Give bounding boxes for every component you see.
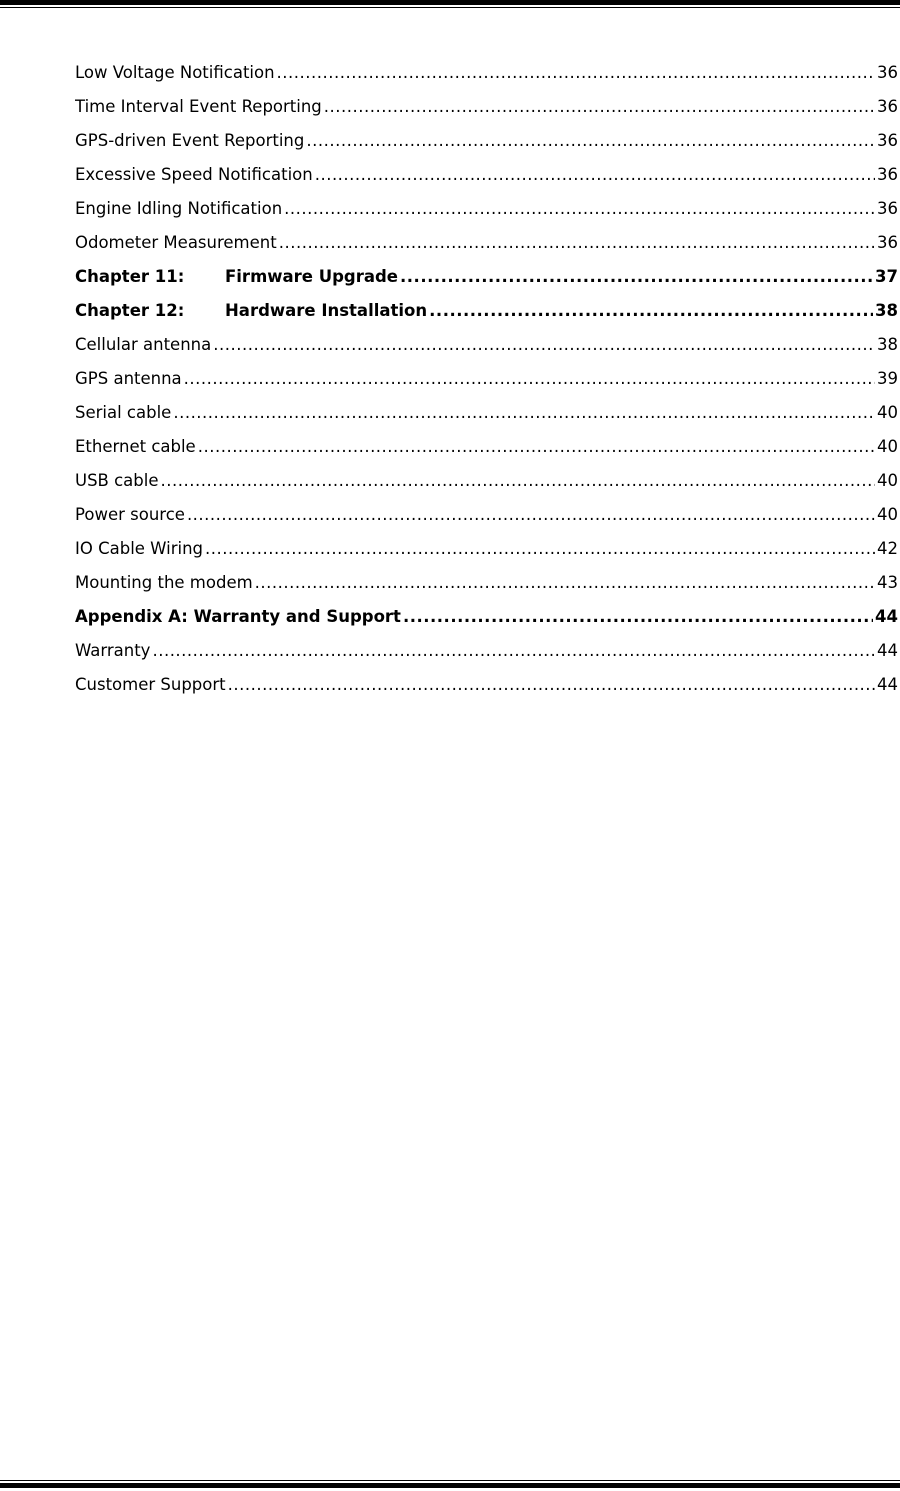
toc-entry-title	[75, 369, 182, 388]
toc-entry[interactable]	[75, 89, 898, 123]
toc-page-number: 39	[877, 368, 898, 388]
toc-dot-leader	[205, 539, 875, 558]
toc-entry-title	[75, 97, 322, 116]
toc-entry[interactable]	[75, 327, 898, 361]
toc-dot-leader	[198, 437, 875, 456]
toc-entry[interactable]	[75, 429, 898, 463]
toc-chapter-entry[interactable]	[75, 259, 898, 293]
toc-entry-title	[75, 165, 313, 184]
toc-entry-text: Customer Support	[75, 674, 226, 694]
toc-entry-text: GPS antenna	[75, 368, 182, 388]
toc-entry-title	[75, 437, 196, 456]
toc-page-number: 36	[877, 164, 898, 184]
toc-entry-title	[75, 63, 275, 82]
toc-entry-text: Low Voltage Notification	[75, 62, 275, 82]
toc-chapter-entry[interactable]	[75, 293, 898, 327]
toc-page-number: 40	[877, 436, 898, 456]
toc-entry-text: IO Cable Wiring	[75, 538, 204, 558]
toc-entry-title	[75, 199, 282, 218]
toc-entry[interactable]	[75, 395, 898, 429]
toc-entry-text: USB cable	[75, 470, 159, 490]
toc-dot-leader	[400, 267, 873, 286]
toc-entry-text: Ethernet cable	[75, 436, 196, 456]
toc-page-number: 40	[877, 470, 898, 490]
toc-entry-title	[75, 675, 226, 694]
toc-dot-leader	[284, 199, 875, 218]
toc-page-number: 44	[877, 640, 898, 660]
toc-page-number: 44	[877, 674, 898, 694]
toc-page-number: 36	[877, 130, 898, 150]
toc-entry-text: GPS-driven Event Reporting	[75, 130, 305, 150]
toc-entry[interactable]	[75, 531, 898, 565]
toc-entry-title	[75, 573, 253, 592]
toc-entry-title	[75, 403, 171, 422]
toc-entry-text: Time Interval Event Reporting	[75, 96, 322, 116]
toc-entry[interactable]	[75, 633, 898, 667]
toc-entry-title	[75, 131, 304, 150]
toc-entry[interactable]	[75, 361, 898, 395]
toc-entry-title	[75, 505, 185, 524]
toc-dot-leader	[187, 505, 875, 524]
toc-page-number: 40	[877, 402, 898, 422]
toc-entry[interactable]	[75, 497, 898, 531]
toc-page-number: 44	[875, 606, 898, 626]
toc-entry[interactable]	[75, 157, 898, 191]
toc-entry-title	[75, 267, 398, 286]
toc-entry-text: Firmware Upgrade	[225, 266, 399, 286]
toc-dot-leader	[152, 641, 875, 660]
toc-dot-leader	[213, 335, 875, 354]
toc-dot-leader	[173, 403, 875, 422]
toc-dot-leader	[403, 607, 873, 626]
toc-chapter-number: Chapter 12:	[75, 300, 185, 320]
toc-dot-leader	[306, 131, 875, 150]
toc-entry-text: Odometer Measurement	[75, 232, 277, 252]
toc-dot-leader	[429, 301, 873, 320]
toc-entry[interactable]	[75, 191, 898, 225]
toc-dot-leader	[161, 471, 875, 490]
toc-dot-leader	[315, 165, 875, 184]
toc-entry-text: Warranty	[75, 640, 151, 660]
toc-page-number: 36	[877, 96, 898, 116]
toc-entry-text: Engine Idling Notification	[75, 198, 283, 218]
toc-dot-leader	[228, 675, 875, 694]
toc-dot-leader	[277, 63, 875, 82]
toc-entry-text: Hardware Installation	[225, 300, 428, 320]
toc-entry-title	[75, 641, 150, 660]
toc-entry-text: Excessive Speed Notification	[75, 164, 313, 184]
toc-entry-title	[75, 471, 159, 490]
toc-entry-text: Mounting the modem	[75, 572, 253, 592]
table-of-contents	[75, 55, 898, 701]
toc-entry[interactable]	[75, 463, 898, 497]
toc-page-number: 38	[877, 334, 898, 354]
toc-entry-text: Appendix A: Warranty and Support	[75, 606, 401, 626]
toc-page-number: 37	[875, 266, 898, 286]
toc-entry[interactable]	[75, 225, 898, 259]
toc-entry-title	[75, 607, 401, 626]
toc-chapter-entry[interactable]	[75, 599, 898, 633]
toc-entry[interactable]	[75, 55, 898, 89]
toc-entry-title	[75, 335, 211, 354]
toc-entry[interactable]	[75, 667, 898, 701]
toc-entry-text: Serial cable	[75, 402, 172, 422]
toc-dot-leader	[255, 573, 875, 592]
toc-page-number: 40	[877, 504, 898, 524]
toc-entry-title	[75, 233, 277, 252]
toc-entry[interactable]	[75, 123, 898, 157]
toc-page-number: 43	[877, 572, 898, 592]
header-rule	[0, 0, 900, 8]
toc-entry-text: Power source	[75, 504, 185, 524]
toc-chapter-number: Chapter 11:	[75, 266, 185, 286]
toc-dot-leader	[324, 97, 875, 116]
toc-page-number: 36	[877, 62, 898, 82]
toc-page-number: 36	[877, 198, 898, 218]
toc-page-number: 36	[877, 232, 898, 252]
toc-dot-leader	[184, 369, 875, 388]
toc-page-number: 38	[875, 300, 898, 320]
toc-dot-leader	[279, 233, 875, 252]
toc-entry-text: Cellular antenna	[75, 334, 212, 354]
toc-page-number: 42	[877, 538, 898, 558]
footer-rule	[0, 1480, 900, 1488]
toc-entry-title	[75, 301, 427, 320]
toc-entry[interactable]	[75, 565, 898, 599]
toc-entry-title	[75, 539, 203, 558]
